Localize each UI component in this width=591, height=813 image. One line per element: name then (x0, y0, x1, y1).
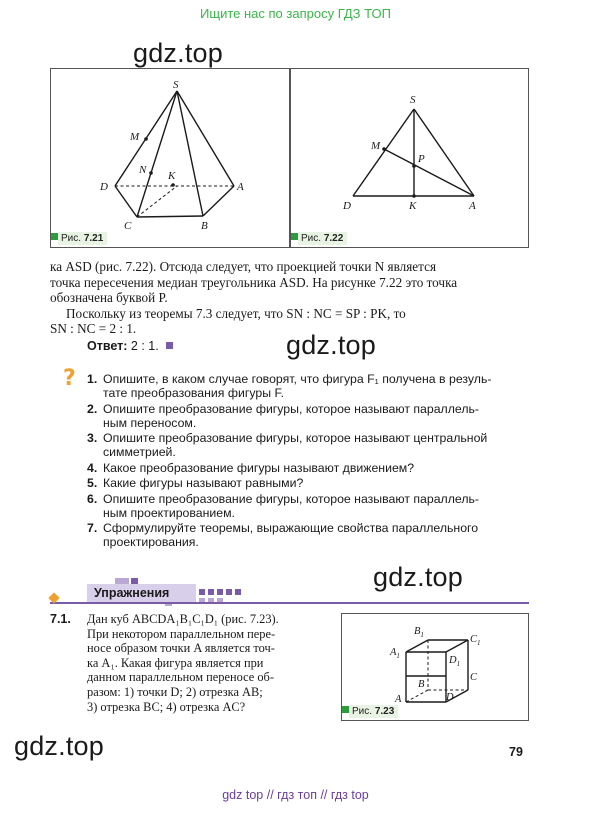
caption-prefix: Рис. (301, 233, 322, 244)
footer-link[interactable]: гдз топ (277, 788, 317, 802)
caption-prefix: Рис. (61, 233, 82, 244)
top-banner: Ищите нас по запросу ГДЗ ТОП (200, 6, 391, 21)
footer-separator: // (320, 788, 328, 802)
label-b: B (201, 220, 208, 232)
label-m: M (371, 140, 381, 152)
caption-marker (291, 233, 298, 240)
label-b1: $B_1$ (414, 626, 424, 639)
label-k: K (168, 170, 176, 182)
label-a: A (237, 181, 244, 193)
label-d1: $D_1$ (449, 655, 461, 668)
figure-7-23 (341, 613, 529, 721)
text-line: При некотором параллельном пере- (87, 626, 276, 641)
footer-links (0, 788, 591, 802)
text-line: ка ASD (рис. 7.22). Отсюда следует, что проекцией точки N является (50, 259, 437, 274)
text-line: ка A₁. Какая фигура является при (87, 655, 264, 670)
question-item: 5. Какие фигуры называют равными? (87, 476, 304, 490)
caption-number: 7.23 (374, 706, 395, 717)
exercise-text (87, 612, 327, 714)
caption-prefix: Рис. (352, 706, 373, 717)
question-item: 3. Опишите преобразование фигуры, которое называют центральной симметрией. (87, 431, 488, 459)
question-item: 7. Сформулируйте теоремы, выражающие свойства параллельного проектирования. (87, 521, 479, 549)
page-number: 79 (509, 745, 523, 759)
figure-7-22 (290, 68, 529, 248)
text-line: обозначена буквой P. (50, 290, 168, 305)
text-line: Поскольку из теоремы 7.3 следует, что SN : NC = SP : PK, то (66, 305, 406, 321)
figure-caption (58, 232, 107, 245)
label-m: M (130, 131, 140, 143)
footer-link[interactable]: гдз top (330, 788, 369, 802)
watermark: gdz.top (14, 731, 104, 761)
answer-label: Ответ: (87, 339, 128, 353)
end-of-solution-square (166, 342, 173, 349)
exercise-number: 7.1. (50, 612, 71, 626)
figure-caption (298, 232, 347, 245)
exercises-divider (50, 602, 529, 604)
question-item: 6. Опишите преобразование фигуры, которое называют параллель- ным проектированием. (87, 491, 480, 520)
label-a: A (469, 200, 476, 212)
label-s: S (410, 94, 416, 106)
label-a: A (395, 694, 402, 705)
question-item: 4. Какое преобразование фигуры называют движением? (87, 460, 415, 475)
label-k: K (409, 200, 417, 212)
solution-paragraph (50, 259, 529, 337)
text-line: носе образом точки A является точ- (87, 641, 275, 656)
figure-7-22-drawing (291, 69, 528, 247)
caption-number: 7.22 (323, 233, 344, 244)
footer-separator: // (266, 788, 274, 802)
figure-7-21 (50, 68, 290, 248)
watermark: gdz.top (373, 562, 463, 592)
label-d: D (343, 200, 351, 212)
label-a1: $A_1$ (390, 647, 400, 660)
watermark: gdz.top (133, 38, 223, 68)
caption-marker (51, 233, 58, 240)
question-item: 2. Опишите преобразование фигуры, которое называют параллель- ным переносом. (87, 401, 480, 430)
label-s: S (173, 79, 179, 91)
watermark: gdz.top (286, 330, 376, 360)
review-questions (87, 372, 531, 551)
text-line: 3) отрезка BC; 4) отрезка AC? (87, 699, 246, 714)
label-b: B (418, 679, 425, 690)
footer-link[interactable]: gdz top (222, 788, 264, 802)
question-item: 1. Опишите, в каком случае говорят, что фигура F₁ получена в резуль- тате преобразования фигуры F. (87, 372, 492, 400)
caption-marker (342, 706, 349, 713)
text-line: Дан куб ABCDA₁B₁C₁D₁ (рис. 7.23). (87, 612, 279, 626)
label-c: C (470, 672, 478, 683)
label-n: N (139, 164, 147, 176)
exercises-heading: Упражнения (94, 586, 170, 600)
question-mark-icon: ? (63, 366, 76, 391)
label-d: D (100, 181, 108, 193)
figure-7-21-drawing (51, 69, 289, 247)
label-c: C (124, 220, 132, 232)
text-line: разом: 1) точки D; 2) отрезка AB; (87, 684, 263, 699)
label-p: P (418, 153, 425, 165)
answer-line (87, 339, 173, 353)
label-c1: $C_1$ (470, 634, 481, 647)
label-d: D (446, 692, 454, 703)
caption-number: 7.21 (83, 233, 104, 244)
figure-caption (349, 705, 398, 718)
text-line: данном параллельном переносе об- (87, 670, 274, 685)
text-line: SN : NC = 2 : 1. (50, 321, 137, 336)
answer-value: 2 : 1. (130, 339, 159, 353)
text-line: точка пересечения медиан треугольника ASD. На рисунке 7.22 это точка (50, 274, 458, 290)
